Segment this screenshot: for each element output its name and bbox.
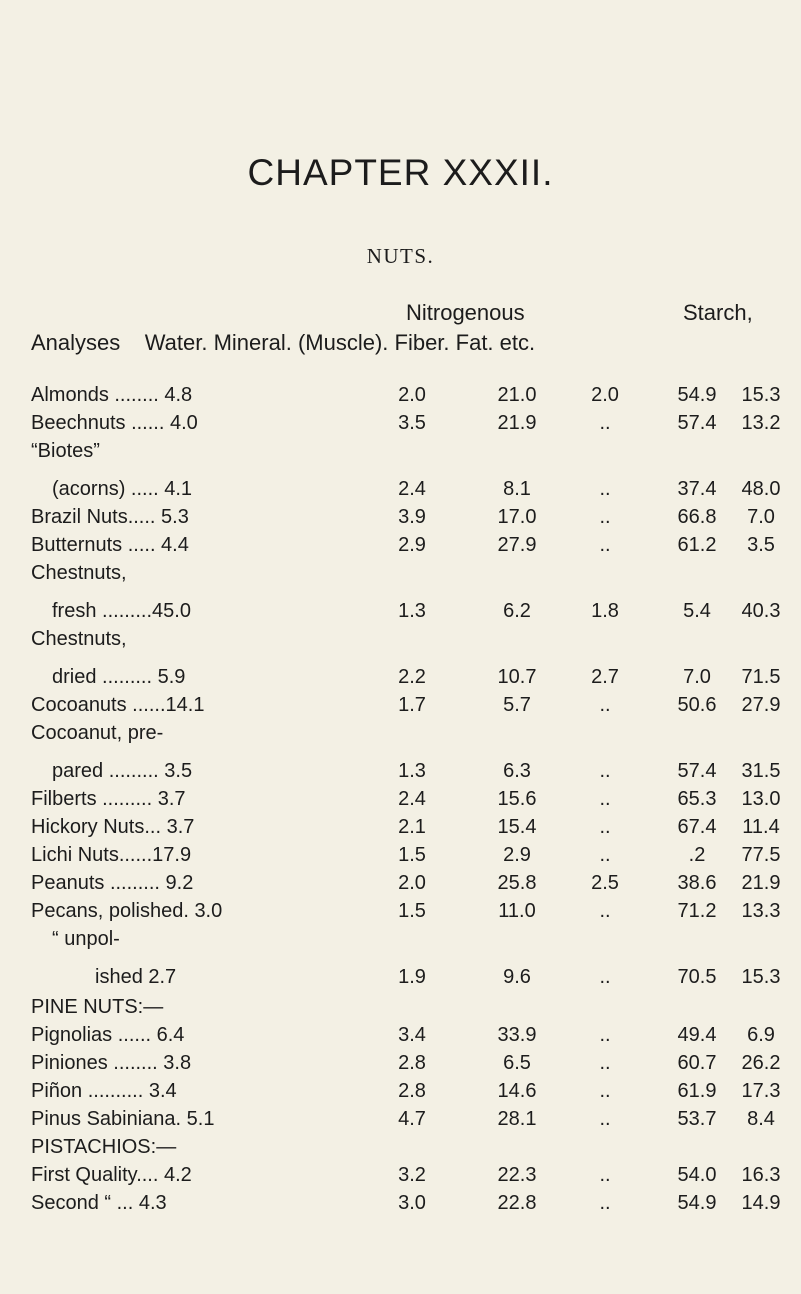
starch-cell: 11.4	[742, 816, 780, 838]
fiber-cell: 2.7	[591, 666, 619, 688]
row-label: Butternuts ..... 4.4	[31, 534, 189, 556]
fiber-cell: ..	[599, 694, 611, 716]
table-row	[0, 722, 801, 752]
table-row	[0, 506, 801, 536]
starch-cell: 31.5	[741, 760, 781, 782]
fiber-cell: ..	[599, 1108, 611, 1130]
row-label: Chestnuts,	[31, 628, 127, 650]
muscle-cell: 21.9	[497, 412, 537, 434]
table-row	[0, 816, 801, 846]
muscle-cell: 22.8	[497, 1192, 537, 1214]
row-label: Lichi Nuts......17.9	[31, 844, 192, 866]
mineral-cell: 2.0	[398, 872, 426, 894]
row-label: Filberts ......... 3.7	[31, 788, 186, 810]
starch-cell: 14.9	[741, 1192, 781, 1214]
row-label: “ unpol-	[52, 928, 120, 950]
fiber-cell: ..	[599, 900, 611, 922]
row-label: Almonds ........ 4.8	[31, 384, 193, 406]
mineral-cell: 2.8	[398, 1052, 426, 1074]
fiber-cell: 1.8	[591, 600, 619, 622]
fat-cell: 61.2	[677, 534, 717, 556]
fiber-cell: ..	[599, 1192, 611, 1214]
table-row	[0, 900, 801, 930]
table-row	[0, 412, 801, 442]
starch-cell: 7.0	[747, 506, 775, 528]
table-row	[0, 600, 801, 630]
fiber-cell: ..	[599, 506, 611, 528]
fiber-cell: ..	[599, 534, 611, 556]
muscle-cell: 17.0	[497, 506, 537, 528]
fat-cell: 37.4	[677, 478, 717, 500]
table-row	[0, 1108, 801, 1138]
table-row	[0, 478, 801, 508]
starch-cell: 13.3	[741, 900, 781, 922]
fat-cell: 54.9	[677, 384, 717, 406]
muscle-cell: 10.7	[497, 666, 537, 688]
mineral-cell: 1.3	[398, 760, 426, 782]
mineral-cell: 3.0	[398, 1192, 426, 1214]
section-title: NUTS.	[366, 244, 435, 268]
row-label: dried ......... 5.9	[52, 666, 186, 688]
mineral-cell: 3.4	[398, 1024, 426, 1046]
mineral-cell: 3.5	[398, 412, 426, 434]
mineral-cell: 2.0	[398, 384, 426, 406]
fiber-cell: 2.0	[591, 384, 619, 406]
muscle-cell: 6.5	[503, 1052, 531, 1074]
table-row	[0, 534, 801, 564]
fiber-cell: ..	[599, 816, 611, 838]
row-label: Chestnuts,	[31, 562, 127, 584]
starch-cell: 77.5	[741, 844, 781, 866]
starch-cell: 71.5	[741, 666, 781, 688]
starch-cell: 8.4	[747, 1108, 775, 1130]
mineral-cell: 1.5	[398, 844, 426, 866]
table-row	[0, 1080, 801, 1110]
muscle-cell: 5.7	[503, 694, 531, 716]
table-row	[0, 788, 801, 818]
row-label: fresh .........45.0	[52, 600, 191, 622]
starch-cell: 15.3	[741, 384, 781, 406]
mineral-cell: 2.4	[398, 478, 426, 500]
fat-cell: 67.4	[677, 816, 717, 838]
row-label: First Quality.... 4.2	[31, 1164, 192, 1186]
table-row	[0, 966, 801, 996]
starch-cell: 13.2	[741, 412, 781, 434]
row-label: (acorns) ..... 4.1	[52, 478, 193, 500]
table-row	[0, 928, 801, 958]
row-label: Cocoanut, pre-	[31, 722, 164, 744]
row-label: “Biotes”	[31, 440, 100, 462]
muscle-cell: 6.2	[503, 600, 531, 622]
chapter-title: CHAPTER XXXII.	[247, 152, 554, 193]
fat-cell: 71.2	[677, 900, 717, 922]
fat-cell: 61.9	[677, 1080, 717, 1102]
mineral-cell: 3.2	[398, 1164, 426, 1186]
row-label: PISTACHIOS:—	[31, 1136, 177, 1158]
starch-cell: 13.0	[741, 788, 781, 810]
fat-cell: 70.5	[677, 966, 717, 988]
table-row	[0, 996, 801, 1026]
table-row	[0, 694, 801, 724]
starch-cell: 48.0	[741, 478, 781, 500]
table-row	[0, 844, 801, 874]
starch-cell: 21.9	[741, 872, 781, 894]
table-row	[0, 440, 801, 470]
mineral-cell: 1.5	[398, 900, 426, 922]
row-label: Pinus Sabiniana. 5.1	[31, 1108, 215, 1130]
row-label: Pecans, polished. 3.0	[31, 900, 223, 922]
fat-cell: 60.7	[677, 1052, 717, 1074]
muscle-cell: 15.6	[497, 788, 537, 810]
fat-cell: 7.0	[683, 666, 711, 688]
muscle-cell: 11.0	[498, 900, 536, 922]
fat-cell: 57.4	[677, 412, 717, 434]
muscle-cell: 25.8	[497, 872, 537, 894]
muscle-cell: 21.0	[497, 384, 537, 406]
mineral-cell: 2.4	[398, 788, 426, 810]
row-label: Hickory Nuts... 3.7	[31, 816, 195, 838]
table-row	[0, 1052, 801, 1082]
fiber-cell: ..	[599, 1164, 611, 1186]
row-label: Piniones ........ 3.8	[31, 1052, 192, 1074]
row-label: PINE NUTS:—	[31, 996, 164, 1018]
row-label: Second “ ... 4.3	[31, 1192, 167, 1214]
table-row	[0, 666, 801, 696]
table-row	[0, 872, 801, 902]
fat-cell: 38.6	[677, 872, 717, 894]
fat-cell: 65.3	[677, 788, 717, 810]
starch-cell: 40.3	[741, 600, 781, 622]
row-label: Brazil Nuts..... 5.3	[31, 506, 189, 528]
muscle-cell: 22.3	[497, 1164, 537, 1186]
fiber-cell: ..	[599, 1080, 611, 1102]
row-label: Beechnuts ...... 4.0	[31, 412, 198, 434]
starch-cell: 16.3	[741, 1164, 781, 1186]
mineral-cell: 2.8	[398, 1080, 426, 1102]
fat-cell: 54.0	[677, 1164, 717, 1186]
mineral-cell: 2.2	[398, 666, 426, 688]
muscle-cell: 33.9	[497, 1024, 537, 1046]
row-label: Peanuts ......... 9.2	[31, 872, 194, 894]
starch-cell: 27.9	[741, 694, 781, 716]
row-label: ished 2.7	[95, 966, 177, 988]
row-label: pared ......... 3.5	[52, 760, 193, 782]
fat-cell: 54.9	[677, 1192, 717, 1214]
muscle-cell: 8.1	[503, 478, 531, 500]
table-row	[0, 384, 801, 414]
fiber-cell: ..	[599, 760, 611, 782]
mineral-cell: 4.7	[398, 1108, 426, 1130]
header-columns: Analyses Water. Mineral. (Muscle). Fiber. Fat. etc.	[31, 330, 536, 355]
fat-cell: 53.7	[677, 1108, 717, 1130]
starch-cell: 17.3	[741, 1080, 781, 1102]
fiber-cell: ..	[599, 1024, 611, 1046]
muscle-cell: 9.6	[503, 966, 531, 988]
starch-cell: 26.2	[741, 1052, 781, 1074]
mineral-cell: 2.9	[398, 534, 426, 556]
table-row	[0, 1024, 801, 1054]
starch-cell: 15.3	[741, 966, 781, 988]
muscle-cell: 14.6	[497, 1080, 537, 1102]
muscle-cell: 2.9	[503, 844, 531, 866]
fiber-cell: ..	[599, 412, 611, 434]
mineral-cell: 1.3	[398, 600, 426, 622]
mineral-cell: 1.7	[398, 694, 426, 716]
fat-cell: 50.6	[677, 694, 717, 716]
muscle-cell: 6.3	[503, 760, 531, 782]
row-label: Cocoanuts ......14.1	[31, 694, 205, 716]
fat-cell: 66.8	[677, 506, 717, 528]
fiber-cell: ..	[599, 478, 611, 500]
fat-cell: 49.4	[677, 1024, 717, 1046]
table-row	[0, 760, 801, 790]
table-row	[0, 628, 801, 658]
muscle-cell: 28.1	[497, 1108, 537, 1130]
table-row	[0, 562, 801, 592]
muscle-cell: 15.4	[497, 816, 537, 838]
muscle-cell: 27.9	[497, 534, 537, 556]
fiber-cell: ..	[599, 966, 611, 988]
starch-cell: 3.5	[747, 534, 775, 556]
fat-cell: 5.4	[683, 600, 711, 622]
starch-cell: 6.9	[747, 1024, 775, 1046]
fat-cell: 57.4	[677, 760, 717, 782]
table-row	[0, 1164, 801, 1194]
fiber-cell: ..	[599, 844, 611, 866]
header-nitrogenous: Nitrogenous	[406, 300, 525, 325]
row-label: Pignolias ...... 6.4	[31, 1024, 185, 1046]
table-row	[0, 1192, 801, 1222]
mineral-cell: 1.9	[398, 966, 426, 988]
mineral-cell: 3.9	[398, 506, 426, 528]
mineral-cell: 2.1	[398, 816, 426, 838]
header-starch: Starch,	[683, 300, 753, 325]
fiber-cell: ..	[599, 1052, 611, 1074]
table-row	[0, 1136, 801, 1166]
fat-cell: .2	[688, 844, 706, 866]
fiber-cell: ..	[599, 788, 611, 810]
row-label: Piñon .......... 3.4	[31, 1080, 177, 1102]
fiber-cell: 2.5	[591, 872, 619, 894]
